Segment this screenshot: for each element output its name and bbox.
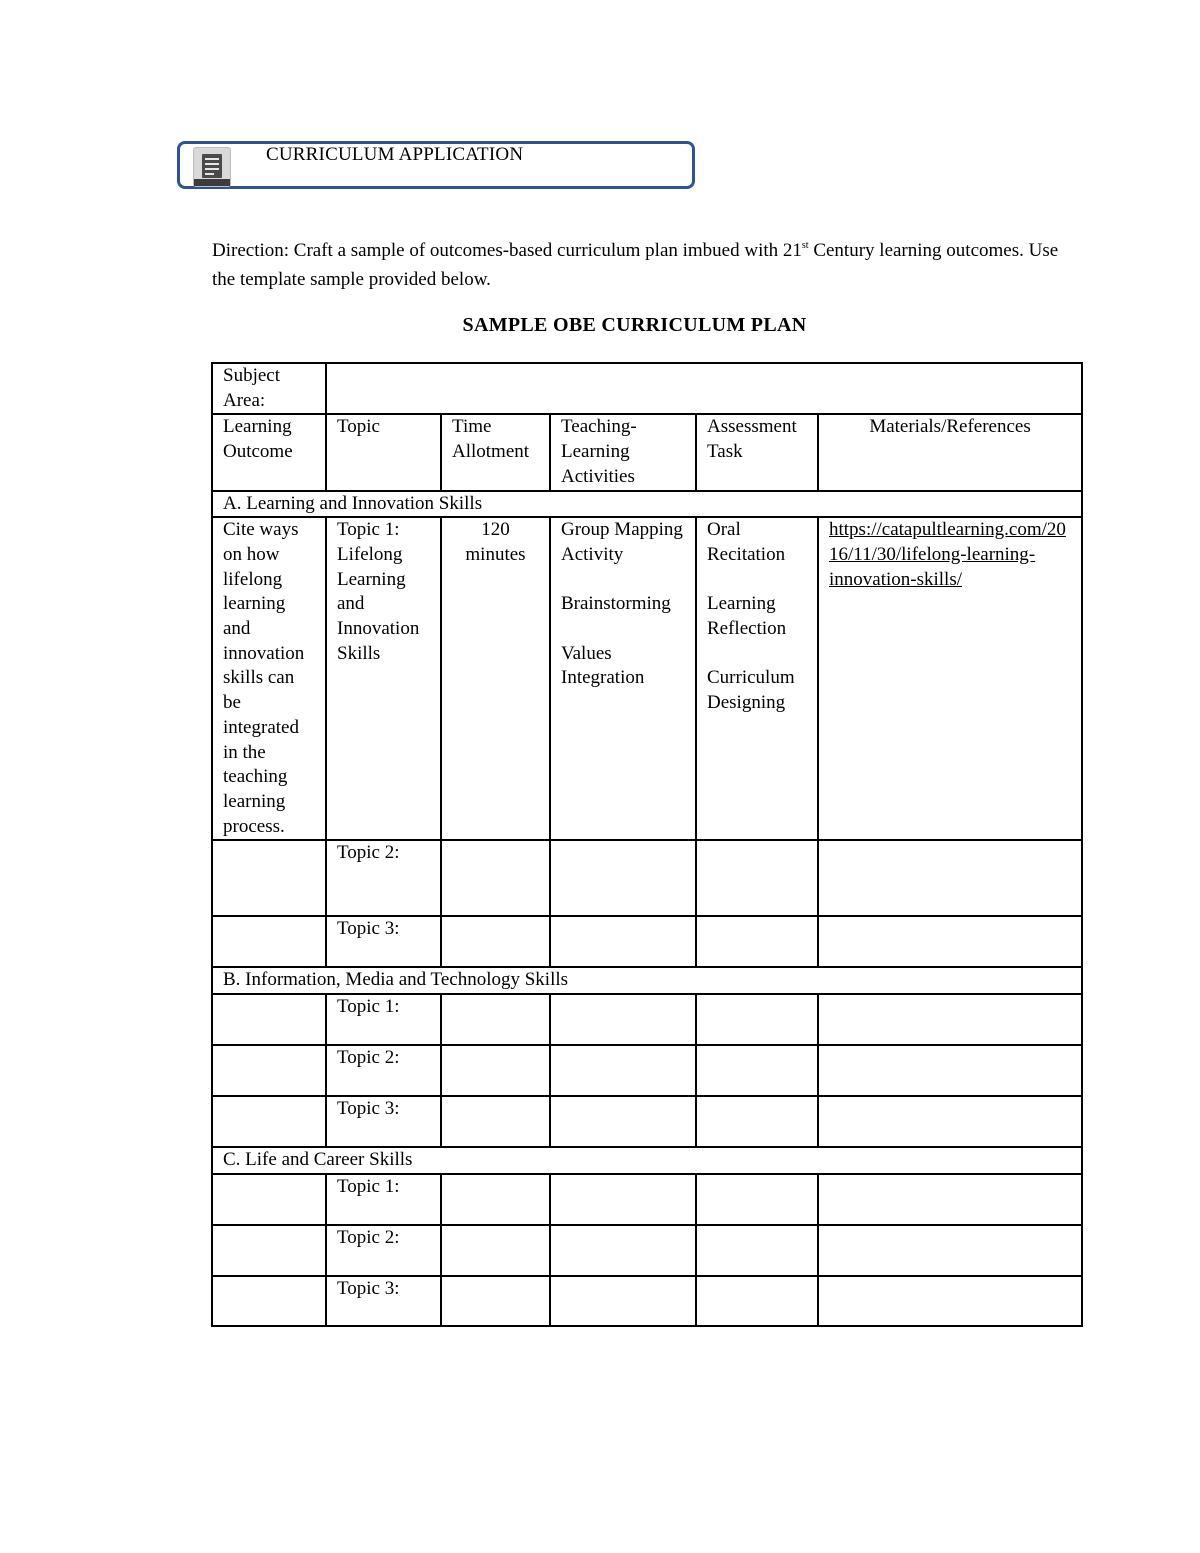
reference-link[interactable]: https://catapultlearning.com/2016/11/30/lifelong-learning-innovation-skills/ xyxy=(829,519,1066,590)
activities-cell[interactable] xyxy=(550,517,696,840)
topic-cell[interactable]: Topic 2: xyxy=(326,840,441,916)
topic-cell[interactable]: Topic 2: xyxy=(326,1045,441,1096)
direction-text-1: Craft a sample of outcomes-based curriculum plan imbued with 21 xyxy=(289,240,802,261)
time-allotment-cell[interactable]: 120 minutes xyxy=(441,517,550,840)
subject-area-row xyxy=(212,363,1082,414)
curriculum-application-banner xyxy=(177,141,695,189)
learning-outcome-cell[interactable]: Cite ways on how lifelong learning and innovation skills can be integrated in the teaching learning process. xyxy=(212,517,326,840)
topic-cell[interactable]: Topic 1: xyxy=(326,1174,441,1225)
topic-cell[interactable]: Topic 3: xyxy=(326,1276,441,1326)
direction-superscript: st xyxy=(801,240,809,251)
section-title-a: A. Learning and Innovation Skills xyxy=(212,491,1082,518)
table-row xyxy=(212,1045,1082,1096)
header-time-allotment: Time Allotment xyxy=(441,414,550,490)
header-assessment-task: Assessment Task xyxy=(696,414,818,490)
table-row xyxy=(212,517,1082,840)
direction-label: Direction: xyxy=(212,240,290,261)
section-row xyxy=(212,1147,1082,1174)
assessment-cell[interactable] xyxy=(696,517,818,840)
section-title-c: C. Life and Career Skills xyxy=(212,1147,1082,1174)
assessment-item: Curriculum Designing xyxy=(707,667,795,714)
assessment-item: Learning Reflection xyxy=(707,593,787,640)
banner-title: CURRICULUM APPLICATION xyxy=(266,144,524,165)
subject-area-value-cell[interactable] xyxy=(326,363,1082,414)
activity-item: Values Integration xyxy=(561,642,645,689)
header-teaching-learning-activities: Teaching-Learning Activities xyxy=(550,414,696,490)
table-row xyxy=(212,994,1082,1045)
table-row xyxy=(212,1174,1082,1225)
header-topic: Topic xyxy=(326,414,441,490)
reference-cell xyxy=(818,517,1082,840)
table-row xyxy=(212,1276,1082,1326)
section-row xyxy=(212,491,1082,518)
header-row xyxy=(212,414,1082,490)
table-row xyxy=(212,1225,1082,1276)
document-edit-icon xyxy=(193,147,231,187)
table-row xyxy=(212,1096,1082,1147)
table-row xyxy=(212,840,1082,916)
direction-paragraph xyxy=(212,236,1072,294)
subject-area-label: Subject Area: xyxy=(212,363,326,414)
activity-item: Group Mapping Activity xyxy=(561,519,683,565)
topic-cell[interactable]: Topic 3: xyxy=(326,1096,441,1147)
table-row xyxy=(212,916,1082,967)
topic-cell[interactable]: Topic 1: Lifelong Learning and Innovation Skills xyxy=(326,517,441,840)
topic-cell[interactable]: Topic 3: xyxy=(326,916,441,967)
header-learning-outcome: Learning Outcome xyxy=(212,414,326,490)
topic-cell[interactable]: Topic 1: xyxy=(326,994,441,1045)
activity-item: Brainstorming xyxy=(561,593,671,615)
assessment-item: Oral Recitation xyxy=(707,519,786,565)
topic-cell[interactable]: Topic 2: xyxy=(326,1225,441,1276)
plan-title: SAMPLE OBE CURRICULUM PLAN xyxy=(462,314,807,336)
section-title-b: B. Information, Media and Technology Skills xyxy=(212,967,1082,994)
section-row xyxy=(212,967,1082,994)
header-materials-references: Materials/References xyxy=(818,414,1082,490)
direction-text-2: Century learning outcomes. Use the template sample provided below. xyxy=(212,240,1059,290)
curriculum-plan-table xyxy=(211,362,1083,1327)
